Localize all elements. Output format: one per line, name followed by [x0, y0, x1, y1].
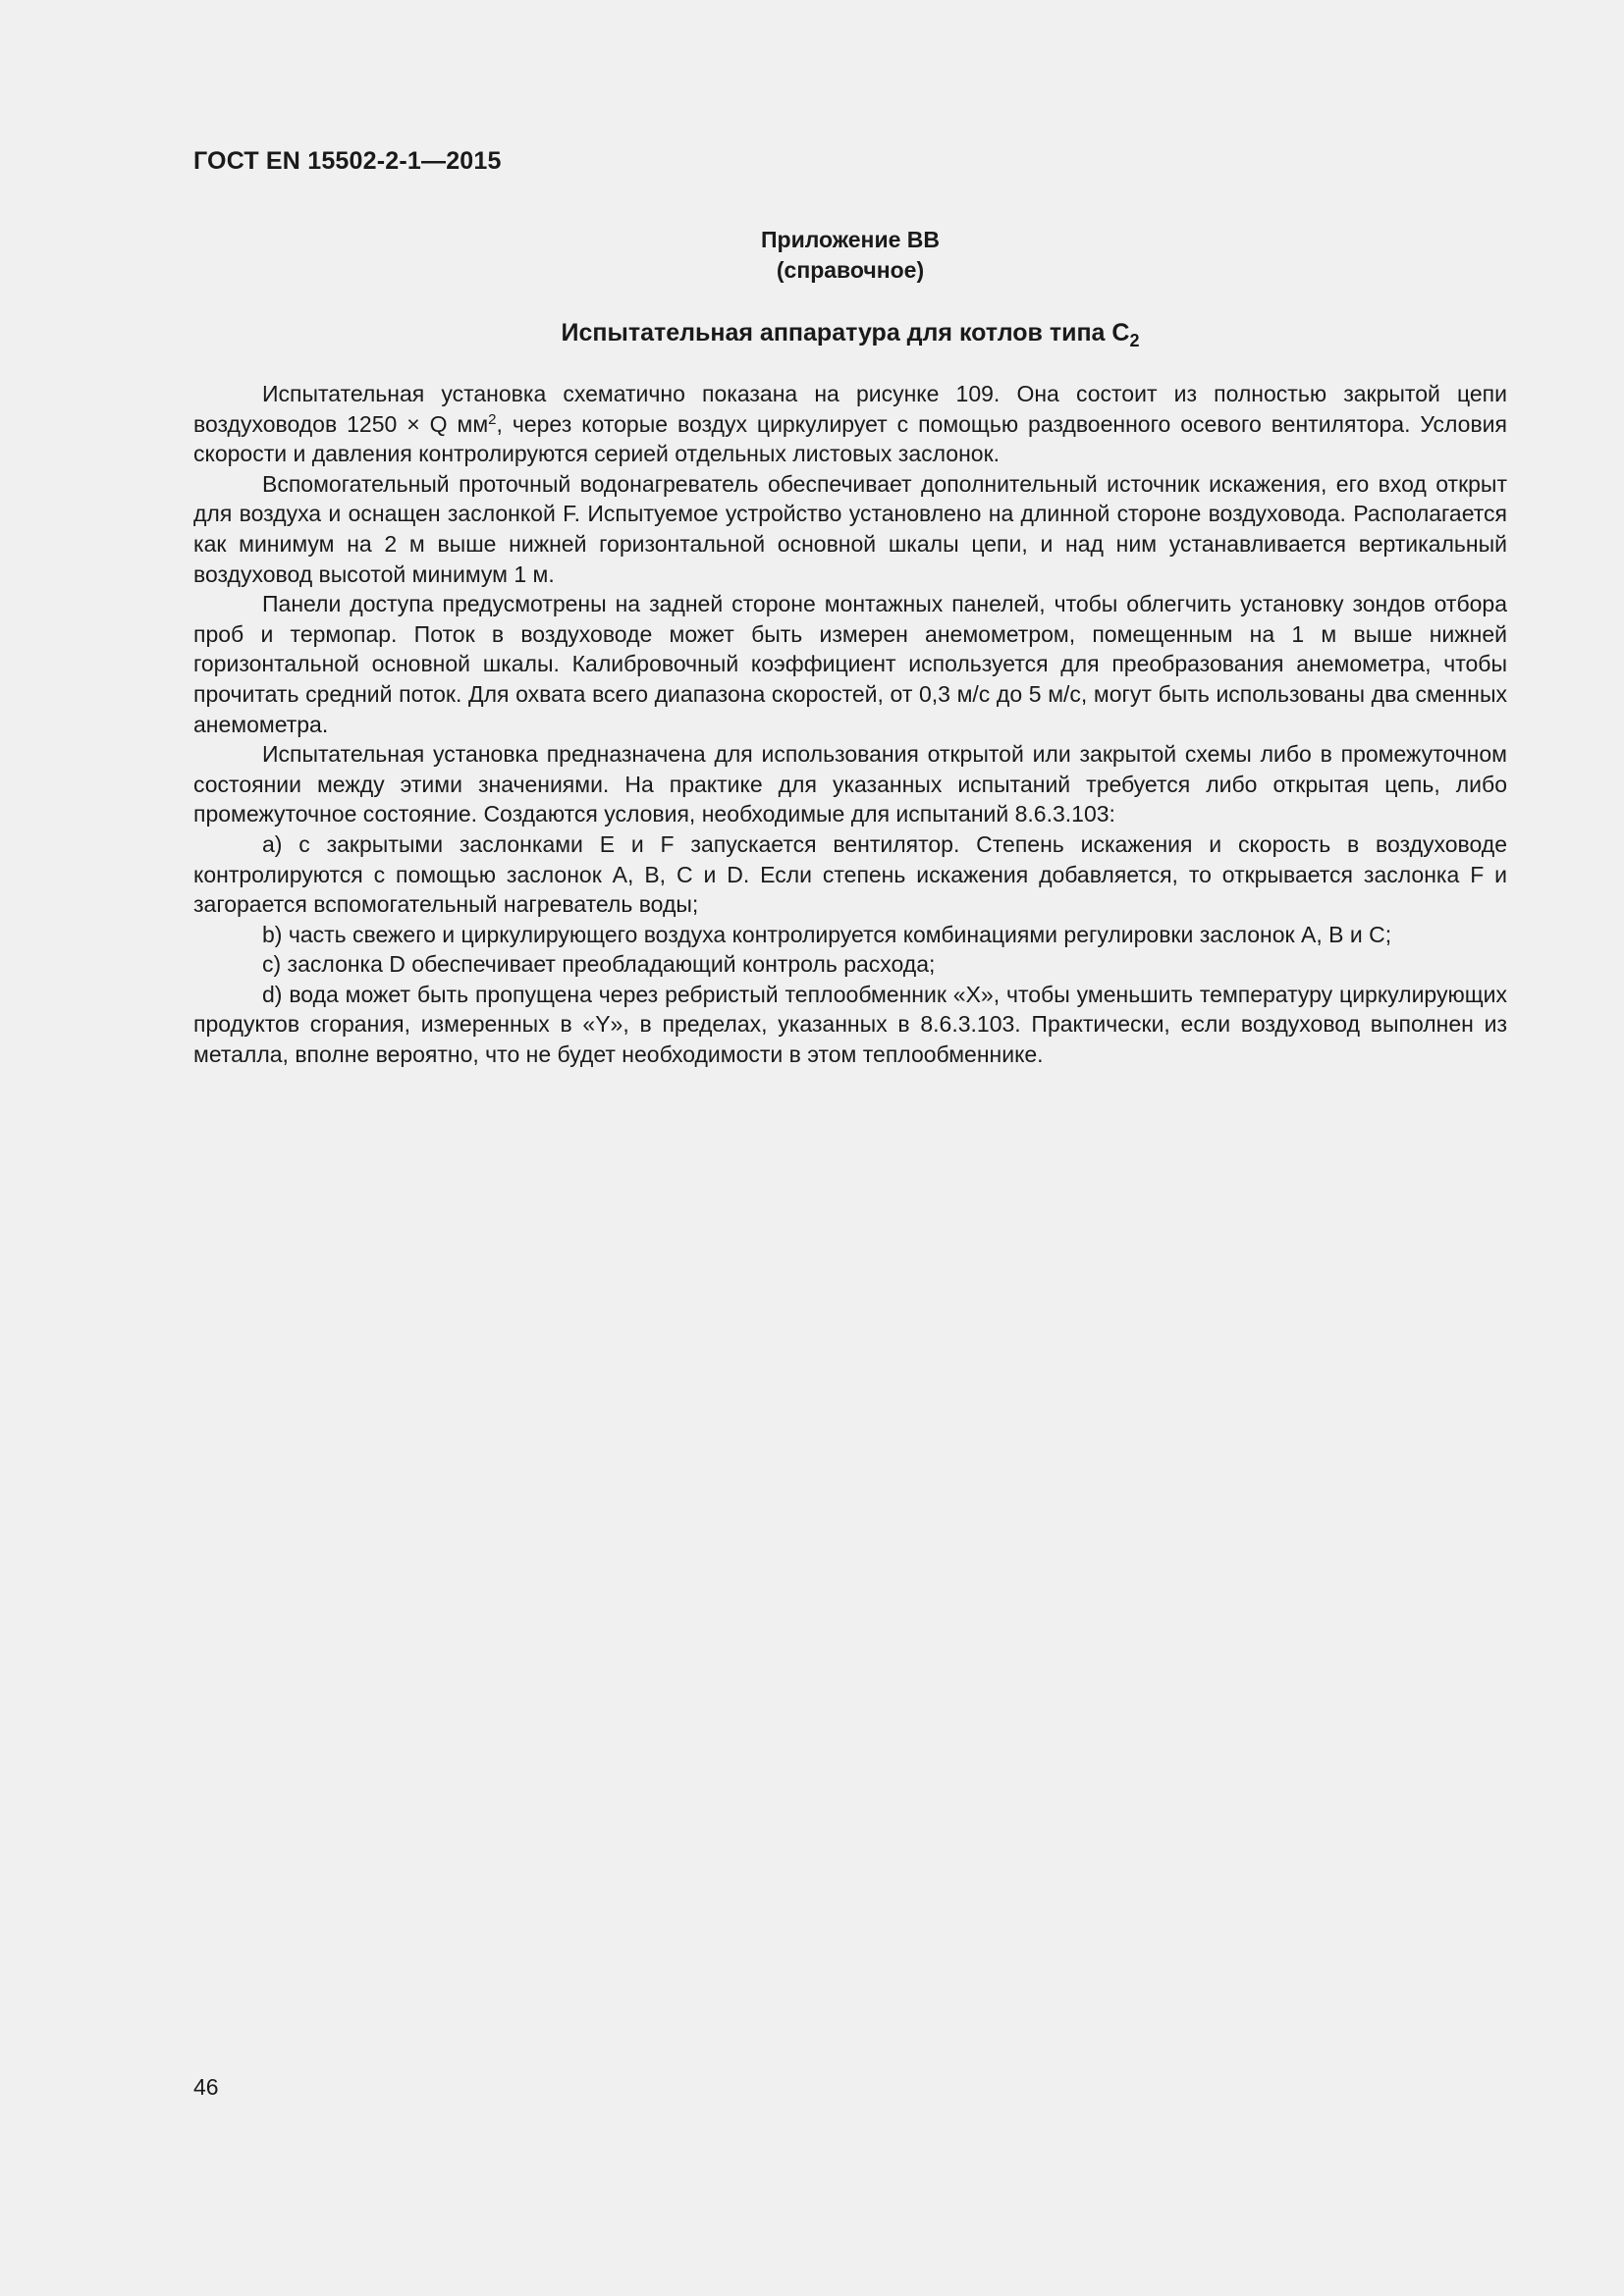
section-title: [193, 316, 1507, 349]
paragraph: Испытательная установка предназначена для использования открытой или закрытой схемы либо в промежуточном состоянии между этими значениями. На практике для указанных испытаний требуется либо открытая цепь, либо промежуточное состояние. Создаются условия, необходимые для испытаний 8.6.3.103:: [193, 741, 1507, 828]
paragraph: Вспомогательный проточный водонагреватель обеспечивает дополнительный источник искажения, его вход открыт для воздуха и оснащен заслонкой F. Испытуемое устройство установлено на длинной стороне воздуховода. Располагается как минимум на 2 м выше нижней горизонтальной основной шкалы цепи, и над ним устанавливается вертикальный воздуховод высотой минимум 1 м.: [193, 470, 1507, 587]
paragraph: Панели доступа предусмотрены на задней стороне монтажных панелей, чтобы облегчить установку зондов отбора проб и термопар. Поток в воздуховоде может быть измерен анемометром, помещенным на 1 м выше нижней горизонтальной основной шкалы. Калибровочный коэффициент используется для преобразования анемометра, чтобы прочитать средний поток. Для охвата всего диапазона скоростей, от 0,3 м/с до 5 м/с, могут быть использованы два сменных анемометра.: [193, 591, 1507, 737]
annex-subtitle: (справочное): [776, 257, 925, 283]
annex-title: Приложение ВВ: [760, 227, 940, 252]
paragraph-intro-text-start: Испытательная установка схематично показана на рисунке 109. Она состоит из полностью закрытой цепи воздуховодов 1250 × Q мм: [193, 381, 1507, 437]
paragraph-intro-text-end: , через которые воздух циркулирует с помощью раздвоенного осевого вентилятора. Условия скорости и давления контролируются серией отдельных листовых заслонок.: [193, 410, 1507, 467]
body-text: [193, 379, 1507, 1070]
page-number: 46: [193, 2074, 219, 2100]
list-item-c: c) заслонка D обеспечивает преобладающий контроль расхода;: [262, 951, 936, 978]
section-title-subscript: 2: [1129, 331, 1140, 350]
document-code-header: ГОСТ EN 15502-2-1—2015: [193, 147, 502, 175]
paragraph-intro: [193, 379, 1507, 469]
list-item-d: d) вода может быть пропущена через ребристый теплообменник «X», чтобы уменьшить температуру циркулирующих продуктов сгорания, измеренных в «Y», в пределах, указанных в 8.6.3.103. Практически, если воздуховод выполнен из металла, вполне вероятно, что не будет необходимости в этом теплообменнике.: [193, 981, 1507, 1068]
list-item-b: b) часть свежего и циркулирующего воздуха контролируется комбинациями регулировки заслонок A, B и C;: [262, 921, 1392, 947]
superscript-square: 2: [488, 410, 497, 428]
section-title-text: Испытательная аппаратура для котлов типа C: [561, 319, 1130, 347]
list-item-a: a) с закрытыми заслонками E и F запускается вентилятор. Степень искажения и скорость в воздуховоде контролируются с помощью заслонок A, B, C и D. Если степень искажения добавляется, то открывается заслонка F и загорается вспомогательный нагреватель воды;: [193, 830, 1507, 918]
